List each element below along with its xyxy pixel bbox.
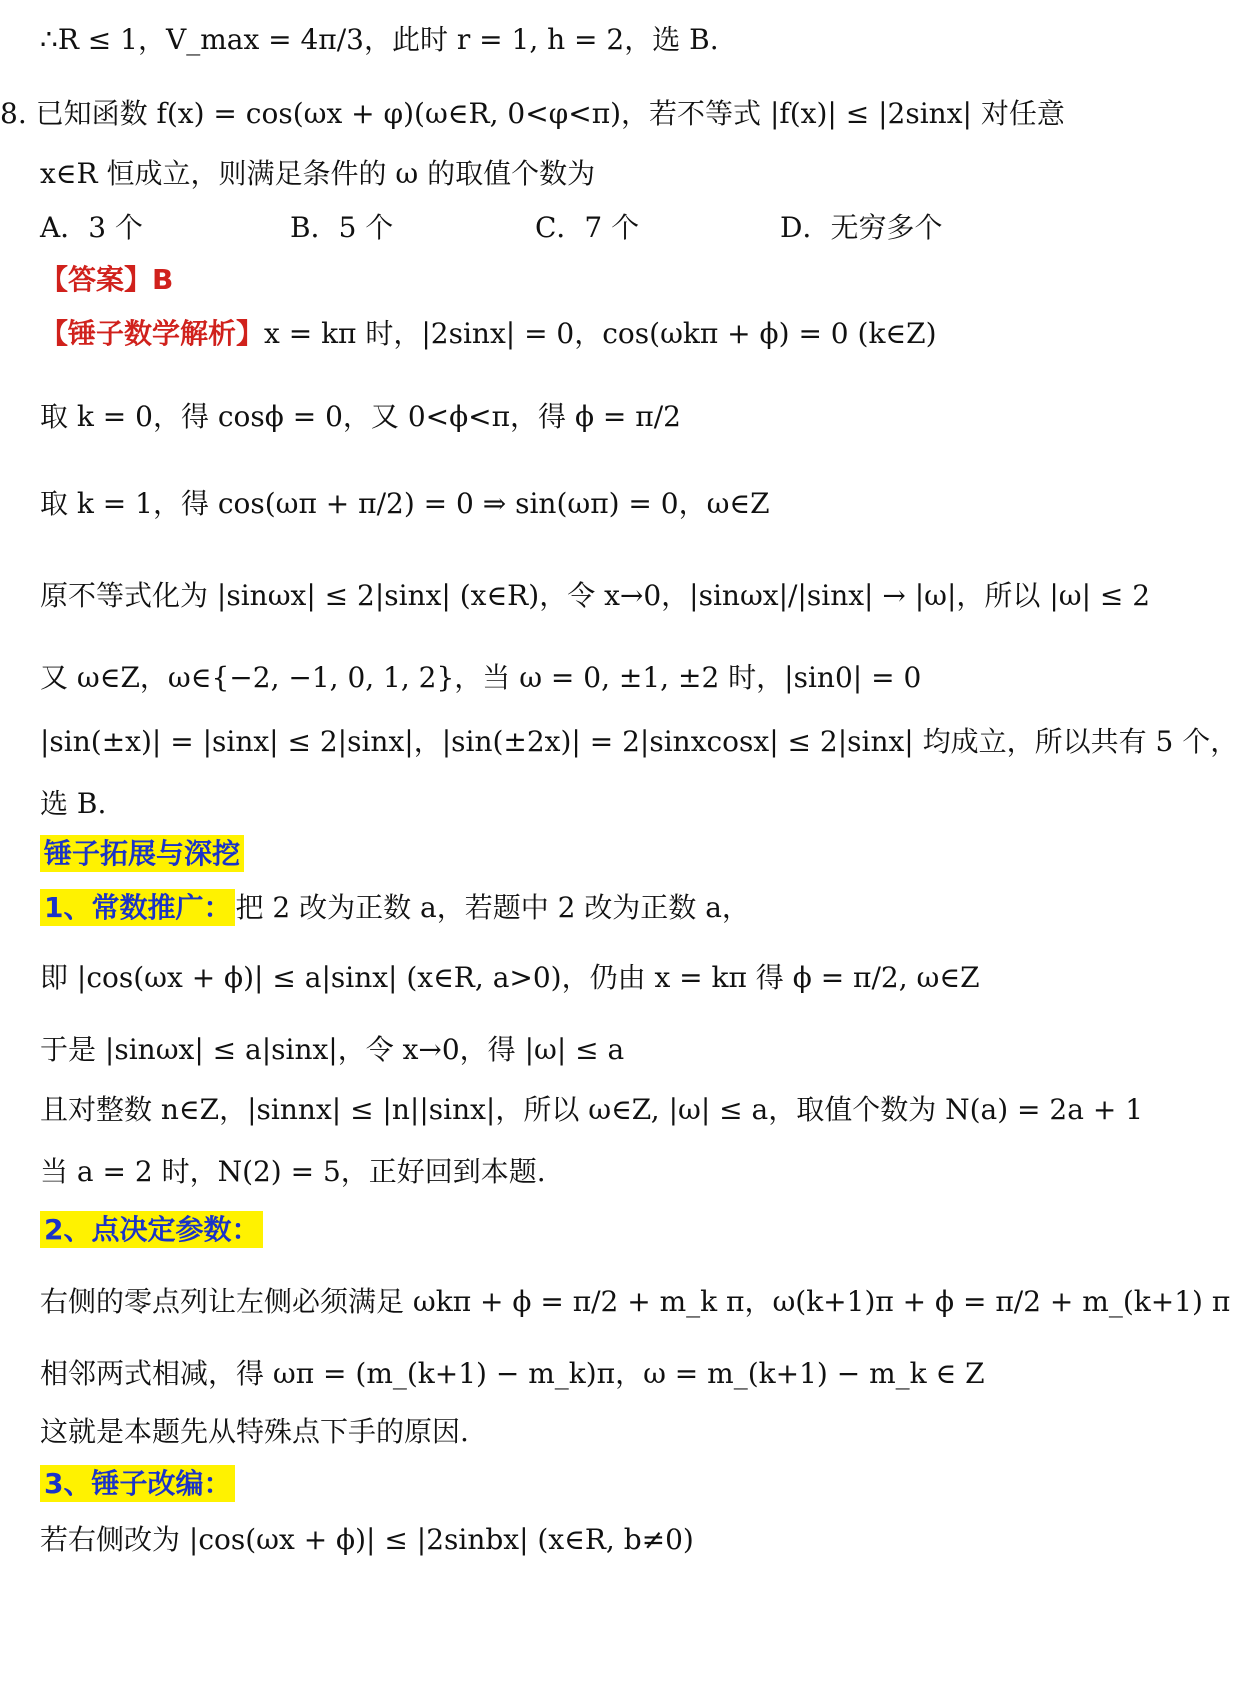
points-line-1: 右侧的零点列让左侧必须满足 ωkπ + ϕ = π/2 + m_k π，ω(k+1)π + ϕ = π/2 + m_(k+1) π xyxy=(40,1285,1231,1318)
points-line-2: 相邻两式相减，得 ωπ = (m_(k+1) − m_k)π，ω = m_(k+1) − m_k ∈ Z xyxy=(40,1357,985,1390)
analysis-line-6: |sin(±x)| = |sinx| ≤ 2|sinx|，|sin(±2x)| = 2|sinxcosx| ≤ 2|sinx| 均成立，所以共有 5 个， xyxy=(40,725,1238,758)
analysis-line-2: 取 k = 0，得 cosϕ = 0，又 0<ϕ<π，得 ϕ = π/2 xyxy=(40,400,681,433)
analysis-line-3: 取 k = 1，得 cos(ωπ + π/2) = 0 ⇒ sin(ωπ) = 0，ω∈Z xyxy=(40,487,770,520)
heading-points-label: 2、点决定参数： xyxy=(40,1211,263,1248)
section-heading-adapt xyxy=(40,1462,235,1502)
option-b: B．5 个 xyxy=(290,211,394,244)
heading-extension-label: 锤子拓展与深挖 xyxy=(40,835,244,872)
constant-line-5: 当 a = 2 时，N(2) = 5，正好回到本题. xyxy=(40,1155,546,1188)
constant-line-4: 且对整数 n∈Z，|sinnx| ≤ |n||sinx|，所以 ω∈Z, |ω| ≤ a，取值个数为 N(a) = 2a + 1 xyxy=(40,1093,1144,1126)
section-heading-points xyxy=(40,1208,263,1248)
question-8-line-1: 8. 已知函数 f(x) = cos(ωx + φ)(ω∈R, 0<φ<π)，若不等式 |f(x)| ≤ |2sinx| 对任意 xyxy=(0,97,1065,130)
option-a: A．3 个 xyxy=(40,211,143,244)
question-8-line-2: x∈R 恒成立，则满足条件的 ω 的取值个数为 xyxy=(40,157,596,190)
analysis-label: 【锤子数学解析】 xyxy=(40,317,265,350)
constant-text: 把 2 改为正数 a，若题中 2 改为正数 a， xyxy=(235,891,750,924)
analysis-text: x = kπ 时，|2sinx| = 0，cos(ωkπ + ϕ) = 0 (k∈Z) xyxy=(264,317,937,350)
analysis-line-4: 原不等式化为 |sinωx| ≤ 2|sinx| (x∈R)，令 x→0，|sinωx|/|sinx| → |ω|，所以 |ω| ≤ 2 xyxy=(40,579,1151,612)
constant-line-3: 于是 |sinωx| ≤ a|sinx|，令 x→0，得 |ω| ≤ a xyxy=(40,1033,625,1066)
section-constant-line xyxy=(40,886,750,926)
analysis-line-1 xyxy=(40,312,937,352)
answer-line: 【答案】B xyxy=(40,263,174,296)
heading-adapt-label: 3、锤子改编： xyxy=(40,1465,235,1502)
points-line-3: 这就是本题先从特殊点下手的原因. xyxy=(40,1415,469,1448)
analysis-line-5: 又 ω∈Z，ω∈{−2, −1, 0, 1, 2}，当 ω = 0, ±1, ±2 时，|sin0| = 0 xyxy=(40,661,922,694)
option-c: C．7 个 xyxy=(535,211,640,244)
adapt-line-1: 若右侧改为 |cos(ωx + ϕ)| ≤ |2sinbx| (x∈R, b≠0) xyxy=(40,1523,694,1556)
section-heading-extension xyxy=(40,832,244,872)
text-line-1: ∴R ≤ 1，V_max = 4π/3，此时 r = 1, h = 2，选 B. xyxy=(40,23,719,56)
heading-constant-label: 1、常数推广： xyxy=(40,889,235,926)
constant-line-2: 即 |cos(ωx + ϕ)| ≤ a|sinx| (x∈R, a>0)，仍由 x = kπ 得 ϕ = π/2, ω∈Z xyxy=(40,961,980,994)
option-d: D．无穷多个 xyxy=(780,211,943,244)
analysis-line-7: 选 B. xyxy=(40,787,107,820)
